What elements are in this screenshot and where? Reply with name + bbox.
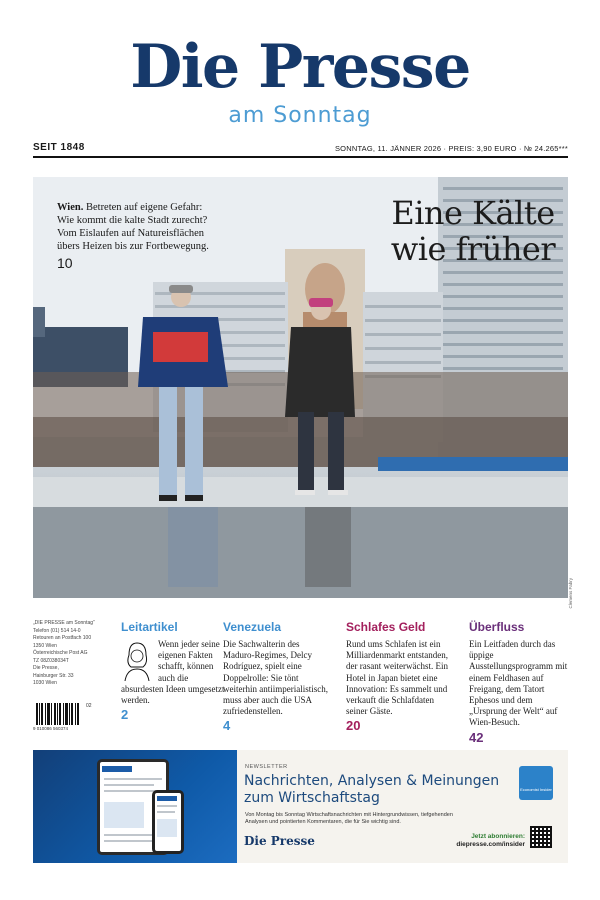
headline-line-2: wie früher bbox=[390, 230, 556, 268]
column-venezuela[interactable] bbox=[223, 620, 333, 733]
column-kicker: Schlafes Geld bbox=[346, 620, 426, 634]
column-kicker: Leitartikel bbox=[121, 620, 178, 634]
column-leitartikel[interactable] bbox=[121, 620, 231, 722]
ad-title: Nachrichten, Analysen & Meinungen zum Wirtschaftstag bbox=[244, 773, 500, 806]
issue-code: 02 bbox=[86, 703, 92, 709]
column-text: Ein Leitfaden durch das üppige Ausstellungsprogramm mit einem Feldhasen auf Freigang, dem Tatort Ephesos und dem „Ursprung der Welt“ auf Wien-Besuch. bbox=[469, 639, 568, 728]
imprint-line: „DIE PRESSE am Sonntag“ bbox=[33, 620, 95, 626]
ad-subtitle: Von Montag bis Sonntag Wirtschaftsnachrichten mit Hintergrundwissen, tiefgehenden Analysen und pointierten Kommentaren, die für Sie wichtig sind. bbox=[245, 812, 453, 825]
column-text: Die Sachwalterin des Maduro-Regimes, Delcy Rodríguez, spielt eine Doppelrolle: Sie tönt weiterhin antiimperialistisch, muss aber auch die USA zufriedenstellen. bbox=[223, 639, 328, 717]
cta-line-2: diepresse.com/insider bbox=[456, 841, 525, 848]
imprint-line: Retouren an Postfach 100 bbox=[33, 635, 92, 641]
cta-line-1: Jetzt abonnieren: bbox=[471, 833, 525, 840]
ad-logo: Die Presse bbox=[244, 834, 315, 848]
column-text: Rund ums Schlafen ist ein Milliardenmarkt entstanden, der rasant weiterwächst. Ein Hotel in Japan bietet eine Innovation: Es sammelt und verkauft die Schlafdaten seiner Gäste. bbox=[346, 639, 448, 717]
newspaper-subtitle: am Sonntag bbox=[228, 103, 372, 128]
teaser-text: Betreten auf eigene Gefahr: Wie kommt die kalte Stadt zurecht? Vom Eislaufen auf Natureisflächen übers Heizen bis zur Fortbewegung. bbox=[57, 202, 209, 252]
column-text-body: Wenn jeder seine eigenen Fakten schafft, können auch die absurdesten Ideen umgesetzt werden. bbox=[121, 639, 225, 706]
cover-headline[interactable] bbox=[383, 195, 563, 267]
subscribe-link[interactable] bbox=[445, 833, 525, 849]
column-page: 2 bbox=[121, 707, 129, 723]
column-page: 42 bbox=[469, 729, 484, 745]
ad-device-panel bbox=[33, 750, 237, 863]
column-schlafes-geld[interactable] bbox=[346, 620, 456, 733]
phone-icon bbox=[152, 790, 184, 854]
cover-photo bbox=[33, 177, 568, 598]
issue-info: SONNTAG, 11. JÄNNER 2026 · PREIS: 3,90 EURO · № 24.265*** bbox=[334, 144, 568, 153]
imprint-line: TZ 08Z038034T bbox=[33, 657, 69, 664]
imprint-line: Hainburger Str. 33 bbox=[33, 672, 74, 679]
masthead bbox=[0, 30, 600, 130]
imprint-line: 1030 Wien bbox=[33, 680, 57, 686]
imprint-line: 1350 Wien bbox=[33, 642, 57, 649]
dateline bbox=[33, 142, 568, 158]
photo-credit: Clemens Fabry bbox=[568, 578, 573, 609]
author-portrait-icon bbox=[121, 641, 153, 681]
headline-line-1: Eine Kälte bbox=[391, 194, 555, 232]
teaser-lead: Wien. bbox=[57, 202, 84, 213]
imprint-line: Telefon (01) 514 14-0 bbox=[33, 627, 81, 634]
column-text bbox=[121, 639, 231, 706]
column-ueberfluss[interactable] bbox=[469, 620, 569, 745]
barcode-number: 9 010086 560374 bbox=[33, 726, 69, 731]
ad-label: NEWSLETTER bbox=[245, 764, 288, 770]
newspaper-title: Die Presse bbox=[130, 32, 470, 102]
teaser-page-number: 10 bbox=[57, 255, 73, 271]
column-page: 4 bbox=[223, 718, 231, 734]
imprint-line: Österreichische Post AG bbox=[33, 650, 88, 656]
cover-teaser[interactable] bbox=[57, 201, 217, 270]
qr-code-icon[interactable] bbox=[530, 826, 552, 848]
column-kicker: Venezuela bbox=[223, 620, 282, 634]
column-page: 20 bbox=[346, 718, 361, 734]
imprint-line: Die Presse, bbox=[33, 665, 59, 671]
since-label: SEIT 1848 bbox=[33, 142, 85, 153]
imprint bbox=[33, 620, 113, 688]
newsletter-ad[interactable] bbox=[33, 750, 568, 863]
column-kicker: Überfluss bbox=[469, 620, 525, 634]
insider-badge: Economist Insider bbox=[519, 766, 553, 800]
barcode bbox=[36, 703, 92, 725]
